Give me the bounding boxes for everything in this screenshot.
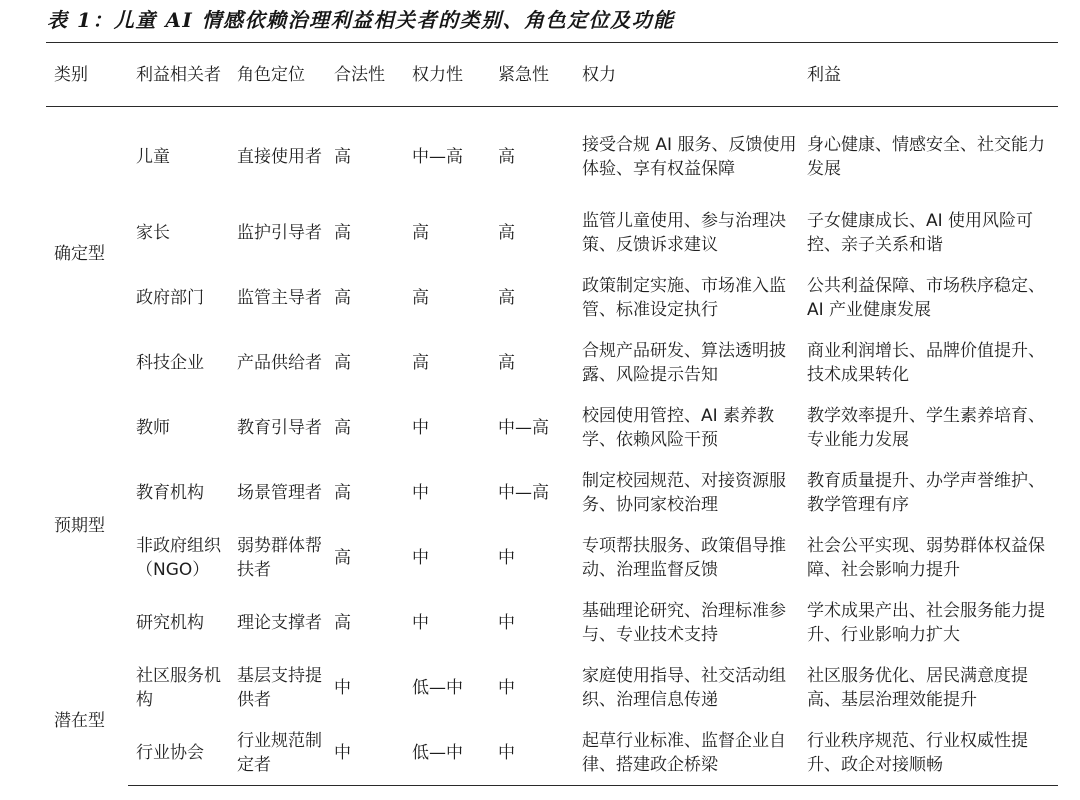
urgency-cell: 高 [498, 288, 515, 308]
role-cell: 弱势群体帮扶者 [237, 536, 322, 580]
stakeholder-cell: 行业协会 [128, 721, 229, 786]
stakeholder-cell: 教师 [136, 418, 170, 438]
header-category: 类别 [46, 43, 128, 107]
legitimacy-cell: 高 [334, 483, 351, 503]
table-row [46, 107, 1058, 201]
interests-cell: 商业利润增长、品牌价值提升、技术成果转化 [807, 341, 1045, 385]
header-role: 角色定位 [229, 43, 326, 107]
stakeholder-cell: 科技企业 [136, 353, 204, 373]
table-row [46, 396, 1058, 461]
category-cell: 潜在型 [54, 710, 105, 731]
legitimacy-cell: 高 [334, 223, 351, 243]
interests-cell: 身心健康、情感安全、社交能力发展 [807, 134, 1045, 179]
legitimacy-cell: 中 [326, 721, 404, 786]
category-cell: 预期型 [54, 515, 105, 536]
stakeholder-cell: 非政府组织（NGO） [136, 536, 221, 580]
urgency-cell: 高 [498, 353, 515, 373]
table-row [46, 591, 1058, 656]
legitimacy-cell: 高 [334, 288, 351, 308]
legitimacy-cell: 高 [334, 548, 351, 568]
rights-cell: 监管儿童使用、参与治理决策、反馈诉求建议 [582, 211, 786, 255]
rights-cell: 校园使用管控、AI 素养教学、依赖风险干预 [582, 406, 775, 450]
urgency-cell: 高 [498, 223, 515, 243]
interests-cell: 社区服务优化、居民满意度提高、基层治理效能提升 [807, 666, 1028, 710]
role-cell: 产品供给者 [237, 353, 322, 373]
header-rights: 权力 [574, 43, 799, 107]
header-power: 权力性 [404, 43, 490, 107]
role-cell: 基层支持提供者 [237, 666, 322, 710]
role-cell: 监护引导者 [237, 223, 322, 243]
interests-cell: 学术成果产出、社会服务能力提升、行业影响力扩大 [807, 601, 1045, 645]
table-row [46, 656, 1058, 721]
power-cell: 低—中 [412, 678, 463, 698]
legitimacy-cell: 高 [334, 146, 351, 167]
header-row [46, 43, 1058, 107]
power-cell: 高 [412, 223, 429, 243]
urgency-cell: 中 [498, 613, 515, 633]
power-cell: 低—中 [404, 721, 490, 786]
rights-cell: 起草行业标准、监督企业自律、搭建政企桥梁 [574, 721, 799, 786]
interests-cell: 教学效率提升、学生素养培育、专业能力发展 [807, 406, 1045, 450]
interests-cell: 子女健康成长、AI 使用风险可控、亲子关系和谐 [807, 211, 1034, 255]
role-cell: 行业规范制定者 [229, 721, 326, 786]
rights-cell: 合规产品研发、算法透明披露、风险提示告知 [582, 341, 786, 385]
power-cell: 中 [412, 483, 429, 503]
stakeholder-cell: 研究机构 [136, 613, 204, 633]
legitimacy-cell: 中 [334, 678, 351, 698]
interests-cell: 教育质量提升、办学声誉维护、教学管理有序 [807, 471, 1045, 515]
role-cell: 场景管理者 [237, 483, 322, 503]
rights-cell: 专项帮扶服务、政策倡导推动、治理监督反馈 [582, 536, 786, 580]
legitimacy-cell: 高 [334, 418, 351, 438]
rights-cell: 家庭使用指导、社交活动组织、治理信息传递 [582, 666, 786, 710]
power-cell: 中—高 [412, 146, 463, 167]
rights-cell: 政策制定实施、市场准入监管、标准设定执行 [582, 276, 786, 320]
urgency-cell: 高 [498, 146, 515, 167]
role-cell: 理论支撑者 [237, 613, 322, 633]
rights-cell: 基础理论研究、治理标准参与、专业技术支持 [582, 601, 786, 645]
legitimacy-cell: 高 [334, 353, 351, 373]
urgency-cell: 中—高 [498, 418, 549, 438]
header-urgency: 紧急性 [490, 43, 574, 107]
stakeholder-cell: 教育机构 [136, 483, 204, 503]
power-cell: 中 [412, 418, 429, 438]
table-row [46, 331, 1058, 396]
role-cell: 直接使用者 [237, 146, 322, 167]
table-row [46, 526, 1058, 591]
category-cell: 确定型 [54, 244, 105, 265]
power-cell: 中 [412, 548, 429, 568]
power-cell: 高 [412, 353, 429, 373]
table-row [46, 266, 1058, 331]
power-cell: 中 [412, 613, 429, 633]
stakeholder-cell: 家长 [136, 223, 170, 243]
rights-cell: 制定校园规范、对接资源服务、协同家校治理 [582, 471, 786, 515]
rights-cell: 接受合规 AI 服务、反馈使用体验、享有权益保障 [582, 134, 797, 179]
header-interests: 利益 [799, 43, 1058, 107]
table-row [46, 721, 1058, 786]
table-row [46, 461, 1058, 526]
power-cell: 高 [412, 288, 429, 308]
stakeholder-cell: 社区服务机构 [136, 666, 221, 710]
header-legitimacy: 合法性 [326, 43, 404, 107]
interests-cell: 公共利益保障、市场秩序稳定、AI 产业健康发展 [807, 276, 1045, 320]
legitimacy-cell: 高 [334, 613, 351, 633]
stakeholder-cell: 儿童 [136, 146, 170, 167]
urgency-cell: 中—高 [498, 483, 549, 503]
stakeholder-table [46, 42, 1058, 786]
interests-cell: 社会公平实现、弱势群体权益保障、社会影响力提升 [807, 536, 1045, 580]
table-caption: 表 1：儿童 AI 情感依赖治理利益相关者的类别、角色定位及功能 [47, 8, 675, 32]
stakeholder-cell: 政府部门 [136, 288, 204, 308]
role-cell: 教育引导者 [237, 418, 322, 438]
stakeholder-table-container [46, 42, 1058, 786]
urgency-cell: 中 [498, 678, 515, 698]
urgency-cell: 中 [490, 721, 574, 786]
urgency-cell: 中 [498, 548, 515, 568]
interests-cell: 行业秩序规范、行业权威性提升、政企对接顺畅 [799, 721, 1058, 786]
table-row [46, 201, 1058, 266]
header-stakeholder: 利益相关者 [128, 43, 229, 107]
role-cell: 监管主导者 [237, 288, 322, 308]
